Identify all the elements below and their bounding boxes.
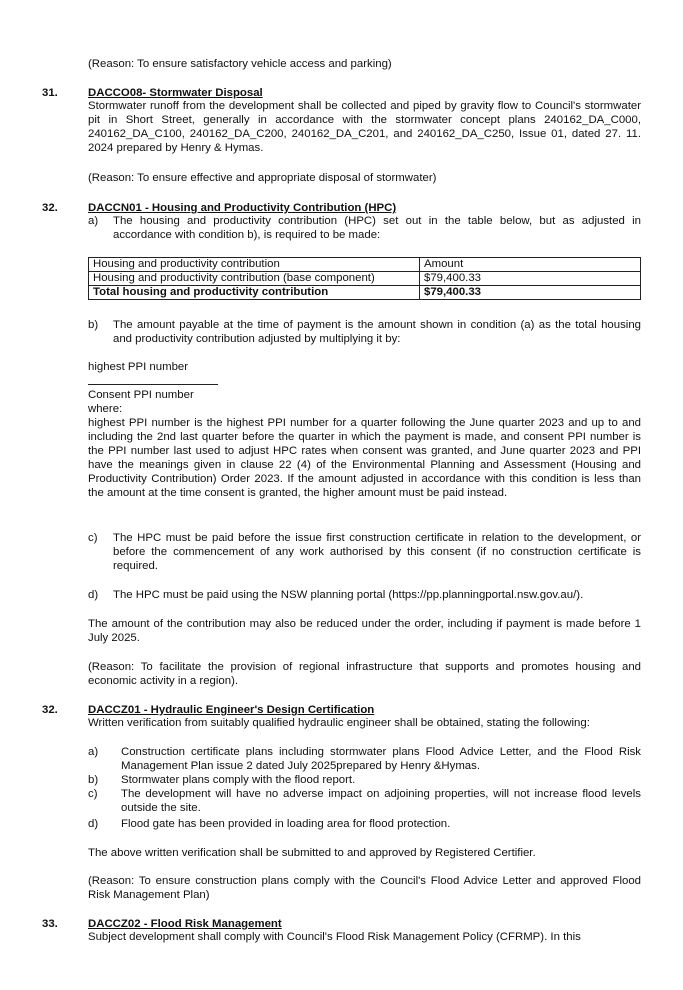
condition-reason-31: (Reason: To ensure effective and appropriate disposal of stormwater) — [88, 172, 437, 184]
table-cell: Housing and productivity contribution (base component) — [89, 272, 420, 286]
condition-number-32b: 32. — [42, 704, 58, 716]
list-item — [88, 214, 641, 242]
list-item-label: d) — [88, 589, 99, 601]
condition-intro-32b: Written verification from suitably qualified hydraulic engineer shall be obtained, stating the following: — [88, 717, 590, 729]
list-item — [88, 745, 641, 773]
fraction-denominator: Consent PPI number — [88, 389, 194, 401]
list-item-text: The amount payable at the time of payment is the amount shown in condition (a) as the total housing and productivity contribution adjusted by multiplying it by: — [113, 319, 641, 345]
table-header-cell: Housing and productivity contribution — [89, 258, 420, 272]
condition-heading-32: DACCN01 - Housing and Productivity Contribution (HPC) — [88, 202, 397, 214]
condition-number-33: 33. — [42, 918, 58, 930]
list-item-text: The development will have no adverse impact on adjoining properties, will not increase flood levels outside the site. — [121, 788, 641, 814]
list-item-text: The housing and productivity contribution (HPC) set out in the table below, but as adjusted in accordance with condition b), is required to be made: — [113, 215, 641, 241]
condition-body-31: Stormwater runoff from the development shall be collected and piped by gravity flow to Council's stormwater pit in Short Street, generally in accordance with the stormwater concept plans 240162_DA_C000, 240162_DA_C100, 240162_DA_C200, 240162_DA_C201, and 240162_DA_C250, Issue 01, dated 27. 11. 2024 prepared by Henry & Hymas. — [88, 100, 641, 154]
condition-body-33: Subject development shall comply with Council's Flood Risk Management Policy (CFRMP). In this — [88, 931, 581, 943]
table-header-row — [89, 258, 641, 272]
hpc-table — [88, 257, 641, 300]
condition-number-31: 31. — [42, 87, 58, 99]
condition-reason-32b: (Reason: To ensure construction plans comply with the Council's Flood Advice Letter and approved Flood Risk Management Plan) — [88, 875, 641, 901]
condition-heading-33: DACCZ02 - Flood Risk Management — [88, 918, 282, 930]
list-item-label: d) — [88, 818, 99, 830]
list-item — [88, 531, 641, 573]
condition-reason-32: (Reason: To facilitate the provision of regional infrastructure that supports and promotes housing and economic activity in a region). — [88, 661, 641, 687]
list-item — [88, 588, 641, 602]
list-item-label: c) — [88, 788, 98, 800]
list-item — [88, 773, 641, 787]
where-label: where: — [88, 403, 123, 415]
list-item-label: a) — [88, 215, 99, 227]
list-item-text: The HPC must be paid using the NSW planning portal (https://pp.planningportal.nsw.gov.au/). — [113, 589, 584, 601]
list-item-text: Stormwater plans comply with the flood report. — [121, 774, 356, 786]
table-cell: $79,400.33 — [420, 286, 641, 300]
list-item — [88, 817, 641, 831]
ppi-definition: highest PPI number is the highest PPI number for a quarter following the June quarter 2023 and up to and including the 2nd last quarter before the quarter in which the payment is made, and consent PPI number is the PPI number last used to adjust HPC rates when consent was granted, and June quarter 2023 and PPI have the meanings given in clause 22 (4) of the Environmental Planning and Assessment (Housing and Productivity Contribution) Order 2023. If the amount adjusted in accordance with this condition is less than the amount at the time consent is granted, the higher amount must be paid instead. — [88, 417, 641, 499]
list-item-label: c) — [88, 532, 98, 544]
list-item — [88, 787, 641, 815]
condition-number-32: 32. — [42, 202, 58, 214]
list-item — [88, 318, 641, 346]
table-header-cell: Amount — [420, 258, 641, 272]
list-item-label: b) — [88, 774, 99, 786]
verification-submit: The above written verification shall be submitted to and approved by Registered Certifier. — [88, 847, 536, 859]
list-item-label: b) — [88, 319, 99, 331]
condition-heading-31: DACCO08- Stormwater Disposal — [88, 87, 263, 99]
table-total-row — [89, 286, 641, 300]
list-item-label: a) — [88, 746, 99, 758]
table-cell: $79,400.33 — [420, 272, 641, 286]
condition-heading-32b: DACCZ01 - Hydraulic Engineer's Design Certification — [88, 704, 375, 716]
list-item-text: Construction certificate plans including stormwater plans Flood Advice Letter, and the Flood Risk Management Plan issue 2 dated July 2025prepared by Henry &Hymas. — [121, 746, 641, 772]
fraction-numerator: highest PPI number — [88, 361, 189, 373]
table-row — [89, 272, 641, 286]
reason-access: (Reason: To ensure satisfactory vehicle access and parking) — [88, 58, 392, 70]
list-item-text: The HPC must be paid before the issue first construction certificate in relation to the development, or before the commencement of any work authorised by this consent (if no construction certificate is required. — [113, 532, 641, 572]
fraction-line — [88, 384, 218, 385]
contribution-reduction: The amount of the contribution may also be reduced under the order, including if payment is made before 1 July 2025. — [88, 618, 641, 644]
table-cell: Total housing and productivity contribution — [89, 286, 420, 300]
list-item-text: Flood gate has been provided in loading area for flood protection. — [121, 818, 451, 830]
